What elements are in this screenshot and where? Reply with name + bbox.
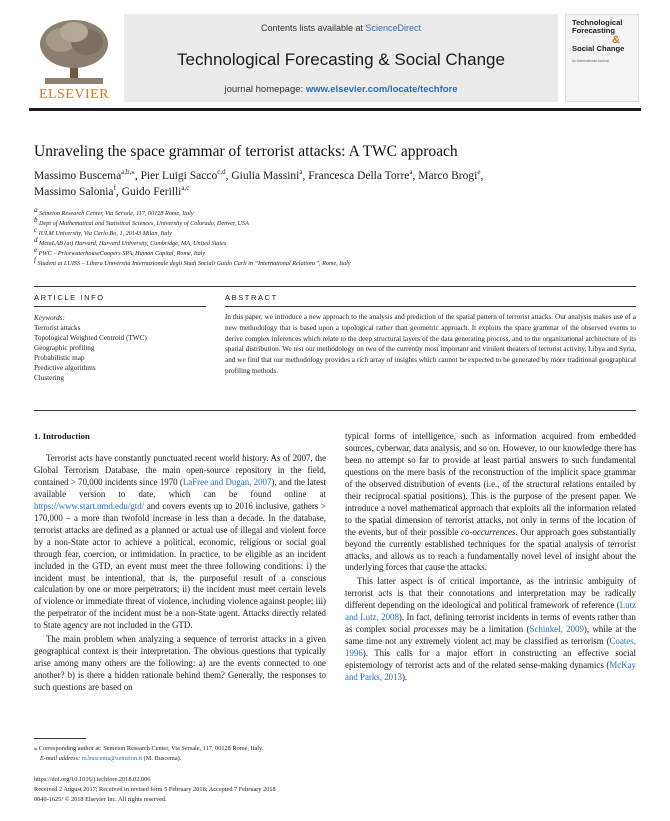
body-column-left [34,453,326,694]
emphasis: co-occurrences [461,526,516,537]
keyword-item: Geographic profiling [34,344,95,352]
author-separator: , [302,169,309,182]
body-column-right [345,431,636,684]
journal-cover-thumbnail [565,14,639,102]
citation-link[interactable]: McKay and Parks, 2013 [345,660,636,683]
author-line-2 [34,184,189,198]
author-name: Massimo Salonia [34,185,114,198]
author-separator: , [480,169,484,182]
keyword-item: Clustering [34,374,64,382]
cover-title-ampersand: & [612,34,620,46]
text-run: typical forms of intelligence, such as information acquired from embedded sources, cyberwar, data analysis, and so on. However, to our knowledge there has been no attempt so far to provide at least partial answers to such fundamental questions on the mere basis of the reconstruction of the implicit space grammar of the observed distribution of events (i.e., of the structural relations entailed by their reciprocal spatial positions). This is the purpose of the present paper. We introduce a novel mathematical approach that exploits all the information related to the spatial dimension of terrorist attacks, not only in terms of the location of the events, but of their possible [345,431,636,537]
publisher-name: ELSEVIER [38,87,110,102]
author-separator: , [134,169,141,182]
homepage-link[interactable]: www.elsevier.com/locate/techfore [305,84,458,95]
affiliation-sup: d [34,236,38,244]
text-run: ). In fact, defining terrorist incidents in terms of events rather than as complex social [345,612,636,635]
author-name: Massimo Buscema [34,169,122,182]
abstract-rule [225,306,636,307]
affiliation-text: PWC – PricewaterhouseCoopers SPA, Human Capital, Rome, Italy [38,250,206,258]
text-run: and covers events up to 2016 inclusive, gathers > 170,000 – a more than twofold increase in less than a decade. In the database, terrorist attacks are defined as a planned or actual use of illegal and violent force by a non-State actor to achieve a political, economic, religious or social goal through fear, coercion, or intimidation. In practice, to be eligible as an incident included in the GTD, an event must meet the three following conditions: i) the incident must be intentional, that is, the purposeful result of a conscious calculation by one or more perpetrators; ii) the incident must meet certain levels of violence or immediate threat of violence, including violence against people; iii) the perpetrator of the incident must be a non-State agent. Attacks directly related to State agency are not included in the GTD. [34,500,326,631]
header-rule [29,108,641,111]
author-name: Marco Brogi [418,169,478,182]
text-run: This latter aspect is of critical importance, as the intrinsic ambiguity of terrorist acts is that their connotations and interpretation may be radically different depending on the ideological and political framework of reference ( [345,576,636,611]
sciencedirect-link[interactable]: ScienceDirect [365,23,422,33]
affiliation-sup: a [34,206,38,214]
cover-subtitle: An International Journal [572,59,609,63]
author-separator: , [225,169,232,182]
homepage-line [124,84,558,95]
author-name: Pier Luigi Sacco [140,169,218,182]
keyword-item: Terrorist attacks [34,324,81,332]
author-separator: , [412,169,419,182]
email-label: E-mail address: [40,755,82,762]
email-suffix: (M. Buscema). [142,755,182,762]
author-sup: a [299,168,303,176]
section-divider [34,410,636,411]
doi-link[interactable]: https://doi.org/10.1016/j.techfore.2018.02.006 [34,776,151,783]
citation-link[interactable]: Coates, 1996 [345,636,636,659]
citation-link[interactable]: LaFree and Dugan, 2007 [182,476,272,487]
author-sup: a,b,⁎ [121,168,135,176]
cover-title [572,19,636,53]
abstract-heading: ABSTRACT [225,293,278,302]
footnote-rule [34,738,86,739]
copyright-line: 0040-1625/ © 2018 Elsevier Inc. All rights reserved. [34,796,167,803]
text-run: Terrorist acts have constantly punctuated recent world history. As of 2007, the Global Terrorism Database, the main open-source repository in the field, contained > 70,000 incidents since 1970 ( [34,453,326,487]
keywords-label: Keywords: [34,314,65,322]
text-run: ), while at the same time not any extremely violent act may be classified as terrorism ( [345,624,637,647]
affiliation-sup: f [34,256,36,264]
elsevier-logo [31,14,117,102]
keyword-item: Topological Weighted Centroid (TWC) [34,334,147,342]
paper-title: Unraveling the space grammar of terrorist attacks: A TWC approach [34,143,458,160]
corresponding-author-note: ⁎ Corresponding author at: Semeion Research Center, Via Sersale, 117, 00128 Rome, Italy. [34,745,264,752]
affiliation-sup: e [34,246,38,254]
cover-title-line-4: Social Change [572,44,625,53]
affiliation-text: Dept of Mathematical and Statistical Sciences, University of Colorado, Denver, USA [39,220,249,228]
author-name: Francesca Della Torre [308,169,410,182]
author-sup: a,c [181,184,190,192]
citation-link[interactable]: Lutz and Lutz, 2008 [345,600,636,623]
affiliation-text: MetaLAB (at) Harvard, Harvard University, Cambridge, MA, United States [39,240,227,248]
contents-prefix: Contents lists available at [260,23,366,33]
affiliation-text: Semeion Research Center, Via Sersale, 117, 00128 Rome, Italy [39,210,194,218]
author-separator: , [115,185,122,198]
author-sup: f [113,184,116,192]
received-dates: Received 2 August 2017; Received in revised form 5 February 2018; Accepted 7 February 2018 [34,786,276,793]
text-run: The main problem when analyzing a sequence of terrorist attacks in a given geographical context is their interpretation. The obvious questions that typically arise among many others are the following: a) are the events connected to one another? b) is there a hidden rationale behind them? Generally, the responses to such questions are based on [34,634,326,693]
author-sup: e [477,168,481,176]
author-name: Giulia Massini [231,169,300,182]
article-info-heading: ARTICLE INFO [34,293,105,302]
section-divider [34,286,636,287]
text-run: ), and the latest available version to date, which can be found online at [34,476,326,499]
affiliation-text: IULM University, Via Carlo Bo, 1, 20143 Milan, Italy [38,230,172,238]
affiliation [34,256,351,267]
text-run: may be a limitation ( [447,624,530,635]
email-link[interactable]: m.buscema@semeion.it [81,755,143,762]
text-run: ). This calls for a major effort in constructing an effective social epistemology of terrorist acts and of the related sense-making dynamics ( [345,648,636,671]
journal-title: Technological Forecasting & Social Change [177,50,505,69]
keyword-item: Probabilistic map [34,354,85,362]
text-run: . Our approach goes substantially beyond the currently established techniques for the spatial analysis of terrorist attacks, and allows us to reach a fundamentally novel level of insight about the underlying forces that cause the attacks. [345,526,636,573]
abstract-text: In this paper, we introduce a new approach to the analysis and prediction of the spatial pattern of terrorist attacks. Our analysis makes use of a new methodology that is based upon a topological rather than geometric approach. It exploits the space grammar of the observed events to derive complex inferences which relate to the deep structural layers of the data generating process, and to the organizational architecture of its spatial distribution. We test our methodology on two of the currently most important and virulent theaters of terrorist activity, Libya and Syria, and we find that our methodology provides a rich array of insights which cannot be expected to be generated by more traditional geographical profiling methods. [225,313,636,375]
paragraph [34,453,326,632]
article-info-rule [34,306,206,307]
author-sup: a [409,168,413,176]
author-sup: c,d [217,168,226,176]
text-run: ). [401,672,408,683]
affiliation-sup: c [34,226,38,234]
citation-link[interactable]: Schinkel, 2009 [529,624,584,635]
author-name: Guido Ferilli [121,185,182,198]
email-note [34,755,181,762]
paragraph [34,634,326,694]
paragraph [345,576,636,684]
cover-title-line-1: Technological [572,18,623,27]
author-line-1 [34,168,483,182]
url-link[interactable]: https://www.start.umd.edu/gtd/ [34,500,145,511]
paragraph [345,431,636,574]
affiliation-sup: b [34,216,38,224]
emphasis: processes [413,624,448,635]
cover-title-line-2: Forecasting [572,26,616,35]
contents-line [124,23,558,33]
keyword-item: Predictive algorithms [34,364,96,372]
affiliation-text: Student at LUISS – Libera Università Internazionale degli Studi Sociali Guido Carli in “International Relations”, Rome, Italy [37,260,351,268]
section-heading: 1. Introduction [34,431,90,441]
homepage-prefix: journal homepage: [224,84,306,95]
journal-header-box [124,14,558,102]
